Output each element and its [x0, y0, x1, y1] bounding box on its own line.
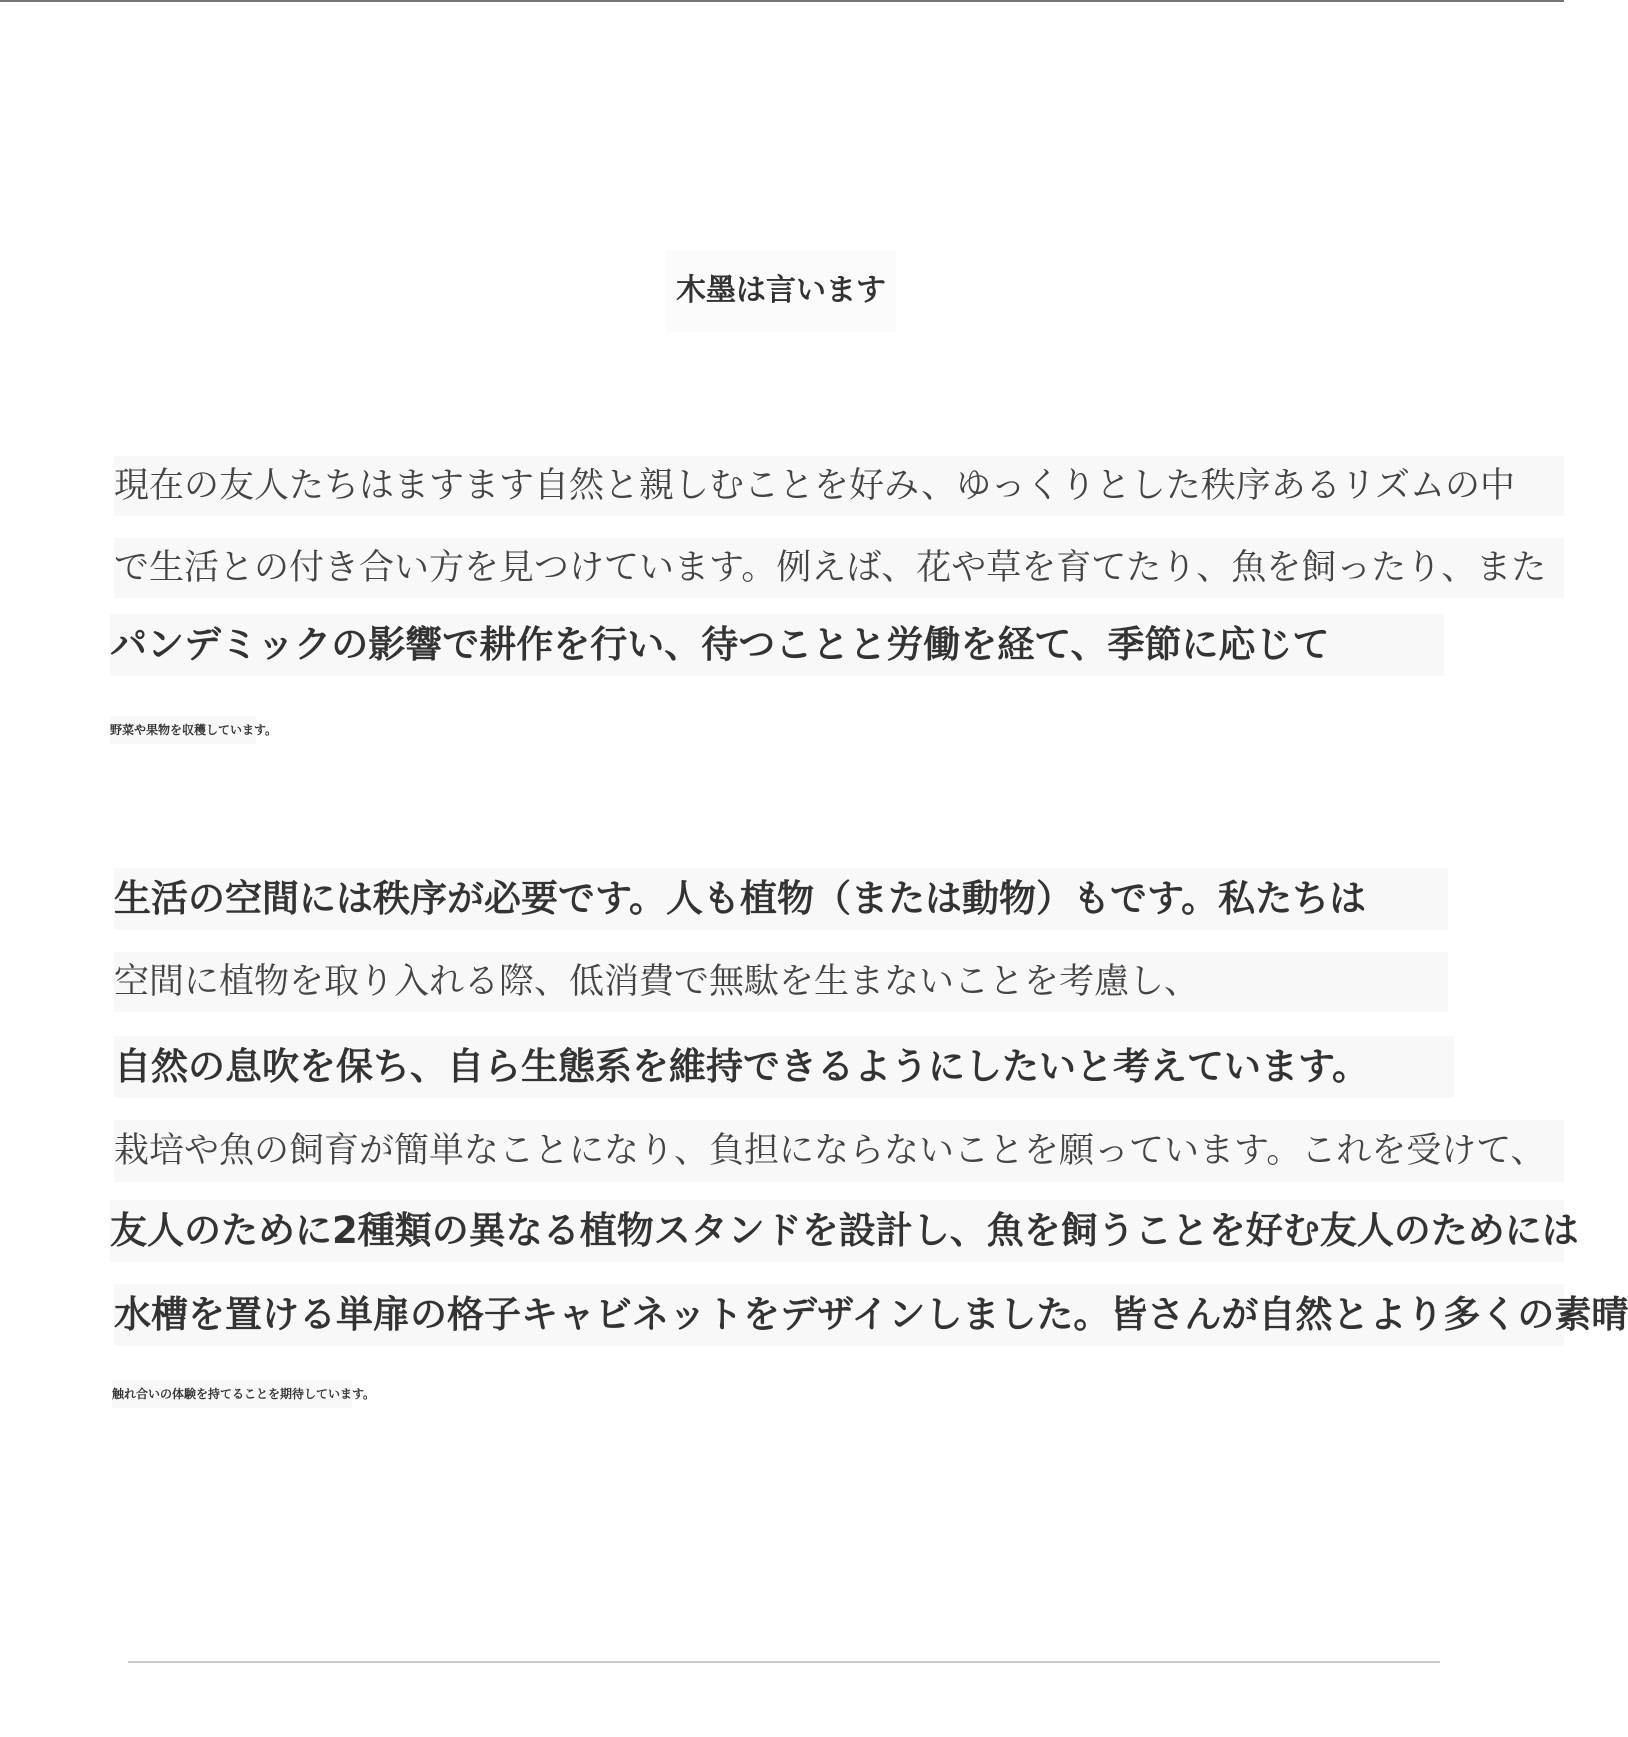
bottom-divider [128, 1661, 1440, 1663]
paragraph-1-line-4: 野菜や果物を収穫しています。 [110, 716, 256, 744]
paragraph-1-line-1: 現在の友人たちはますます自然と親しむことを好み、ゆっくりとした秩序あるリズムの中 [114, 456, 1564, 516]
paragraph-2-line-3: 自然の息吹を保ち、自ら生態系を維持できるようにしたいと考えています。 [114, 1036, 1454, 1098]
paragraph-1-line-3: パンデミックの影響で耕作を行い、待つことと労働を経て、季節に応じて [110, 614, 1444, 676]
paragraph-2-line-4: 栽培や魚の飼育が簡単なことになり、負担にならないことを願っています。これを受けて、 [114, 1120, 1564, 1182]
paragraph-1-line-2: で生活との付き合い方を見つけています。例えば、花や草を育てたり、魚を飼ったり、また [114, 538, 1564, 598]
paragraph-2-line-7: 触れ合いの体験を持てることを期待しています。 [112, 1380, 352, 1408]
paragraph-2-line-2: 空間に植物を取り入れる際、低消費で無駄を生まないことを考慮し、 [114, 952, 1448, 1012]
paragraph-2-line-6: 水槽を置ける単扉の格子キャビネットをデザインしました。皆さんが自然とより多くの素晴 [114, 1284, 1564, 1346]
paragraph-2-line-5: 友人のために2種類の異なる植物スタンドを設計し、魚を飼うことを好む友人のためには [110, 1200, 1564, 1262]
paragraph-2-line-1: 生活の空間には秩序が必要です。人も植物（または動物）もです。私たちは [114, 868, 1448, 930]
top-divider [0, 0, 1564, 2]
page-title: 木墨は言います [666, 250, 896, 332]
